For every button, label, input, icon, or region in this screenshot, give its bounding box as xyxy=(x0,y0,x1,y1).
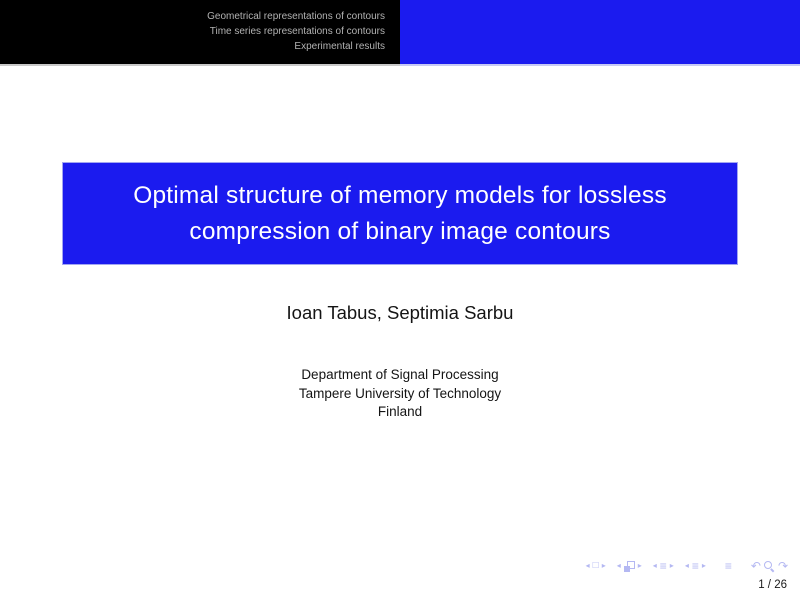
next-subsection-icon[interactable]: ▸ xyxy=(669,561,674,570)
title-line: compression of binary image contours xyxy=(189,217,611,245)
headline-section-link[interactable]: Geometrical representations of contours xyxy=(207,11,385,22)
navigation-symbols xyxy=(575,560,788,572)
subsection-nav-group xyxy=(653,560,674,572)
prev-section-icon[interactable]: ◂ xyxy=(684,561,689,570)
headline-accent-panel xyxy=(400,0,800,66)
title-box xyxy=(62,162,738,265)
institute-line: Department of Signal Processing xyxy=(301,367,499,382)
prev-frame-icon[interactable]: ◂ xyxy=(616,561,621,570)
appendix-nav-group xyxy=(725,560,732,572)
institute xyxy=(0,366,800,422)
frame-nav-group xyxy=(617,561,642,572)
slide-nav-group xyxy=(586,561,606,571)
section-icon[interactable]: ≡ xyxy=(691,559,699,573)
slide-icon[interactable]: □ xyxy=(592,560,599,571)
back-icon[interactable]: ↶ xyxy=(750,559,761,573)
next-section-icon[interactable]: ▸ xyxy=(701,561,706,570)
forward-icon[interactable]: ↷ xyxy=(777,559,788,573)
headline-section-list xyxy=(0,0,400,66)
prev-slide-icon[interactable]: ◂ xyxy=(585,561,590,570)
institute-line: Finland xyxy=(377,404,423,419)
prev-subsection-icon[interactable]: ◂ xyxy=(652,561,657,570)
history-nav-group xyxy=(751,560,788,572)
headline-bar xyxy=(0,0,800,66)
section-nav-group xyxy=(685,560,706,572)
search-icon[interactable] xyxy=(764,561,775,572)
page-indicator: 1 / 26 xyxy=(758,579,787,591)
frame-icon[interactable] xyxy=(624,561,635,572)
headline-section-link[interactable]: Time series representations of contours xyxy=(209,26,385,37)
author: Ioan Tabus, Septimia Sarbu xyxy=(286,302,514,323)
next-slide-icon[interactable]: ▸ xyxy=(601,561,606,570)
institute-line: Tampere University of Technology xyxy=(298,385,502,401)
headline-section-link[interactable]: Experimental results xyxy=(294,41,385,52)
title-line: Optimal structure of memory models for lossless xyxy=(133,181,667,209)
appendix-icon[interactable]: ≡ xyxy=(724,559,732,573)
subsection-icon[interactable]: ≡ xyxy=(659,559,667,573)
next-frame-icon[interactable]: ▸ xyxy=(637,561,642,570)
